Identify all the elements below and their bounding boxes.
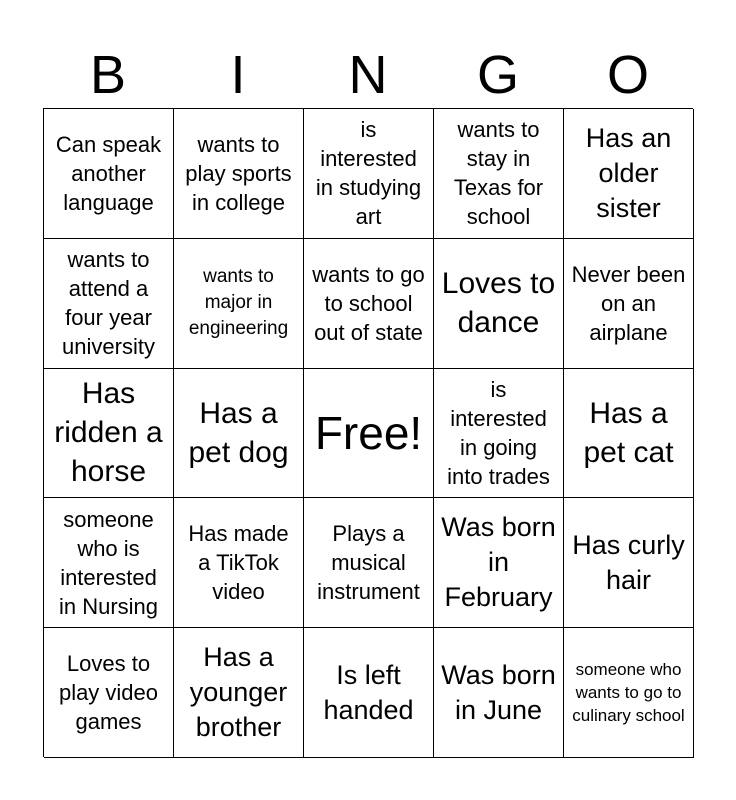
bingo-cell[interactable] — [564, 369, 694, 499]
bingo-cell[interactable] — [44, 628, 174, 758]
bingo-cell[interactable] — [304, 628, 434, 758]
cell-text: Was born in February — [441, 512, 556, 613]
bingo-cell[interactable] — [174, 628, 304, 758]
cell-text: wants to play sports in college — [185, 131, 292, 215]
bingo-cell[interactable] — [564, 628, 694, 758]
header-letter-g: G — [476, 45, 519, 105]
bingo-cell[interactable] — [304, 239, 434, 369]
bingo-cell[interactable] — [434, 239, 564, 369]
bingo-cell[interactable] — [174, 239, 304, 369]
bingo-cell[interactable] — [564, 498, 694, 628]
cell-text: Has a pet dog — [188, 396, 289, 469]
cell-text: Has a younger brother — [189, 642, 288, 743]
bingo-cell[interactable] — [44, 109, 174, 239]
bingo-cell[interactable] — [434, 369, 564, 499]
bingo-cell[interactable] — [434, 628, 564, 758]
free-cell[interactable] — [304, 369, 434, 499]
cell-text: Loves to play video games — [58, 651, 159, 735]
bingo-cell[interactable] — [434, 109, 564, 239]
bingo-cell[interactable] — [304, 109, 434, 239]
cell-text: Is left handed — [323, 659, 414, 725]
cell-text: wants to attend a four year university — [62, 247, 155, 360]
cell-text: is interested in studying art — [315, 117, 422, 230]
cell-text: wants to major in engineering — [188, 266, 289, 340]
header-letter-i: I — [230, 45, 246, 105]
cell-text: Loves to dance — [441, 267, 556, 340]
cell-text: Plays a musical instrument — [317, 521, 420, 605]
bingo-cell[interactable] — [174, 369, 304, 499]
cell-text: Has ridden a horse — [54, 377, 163, 489]
bingo-cell[interactable] — [174, 109, 304, 239]
cell-text: Can speak another language — [55, 131, 162, 215]
cell-text: is interested in going into trades — [447, 376, 550, 489]
cell-text: Has curly hair — [572, 529, 685, 595]
cell-text: someone who is interested in Nursing — [58, 506, 159, 619]
bingo-cell[interactable] — [174, 498, 304, 628]
bingo-cell[interactable] — [564, 109, 694, 239]
bingo-cell[interactable] — [44, 498, 174, 628]
bingo-board — [43, 108, 693, 757]
bingo-cell[interactable] — [304, 498, 434, 628]
bingo-cell[interactable] — [44, 369, 174, 499]
cell-text: Never been on an airplane — [571, 261, 686, 345]
header-letter-n: N — [348, 45, 388, 105]
header-letter-o: O — [606, 45, 649, 105]
free-cell-text: Free! — [314, 406, 423, 459]
bingo-header — [43, 42, 693, 108]
cell-text: Has a pet cat — [583, 396, 674, 469]
cell-text: wants to go to school out of state — [312, 261, 425, 345]
bingo-cell[interactable] — [564, 239, 694, 369]
cell-text: someone who wants to go to culinary school — [572, 660, 685, 726]
bingo-cell[interactable] — [44, 239, 174, 369]
cell-text: wants to stay in Texas for school — [453, 117, 544, 230]
cell-text: Has an older sister — [585, 122, 672, 223]
bingo-cell[interactable] — [434, 498, 564, 628]
cell-text: Has made a TikTok video — [188, 521, 289, 605]
header-letter-b: B — [89, 45, 127, 105]
cell-text: Was born in June — [441, 659, 556, 725]
